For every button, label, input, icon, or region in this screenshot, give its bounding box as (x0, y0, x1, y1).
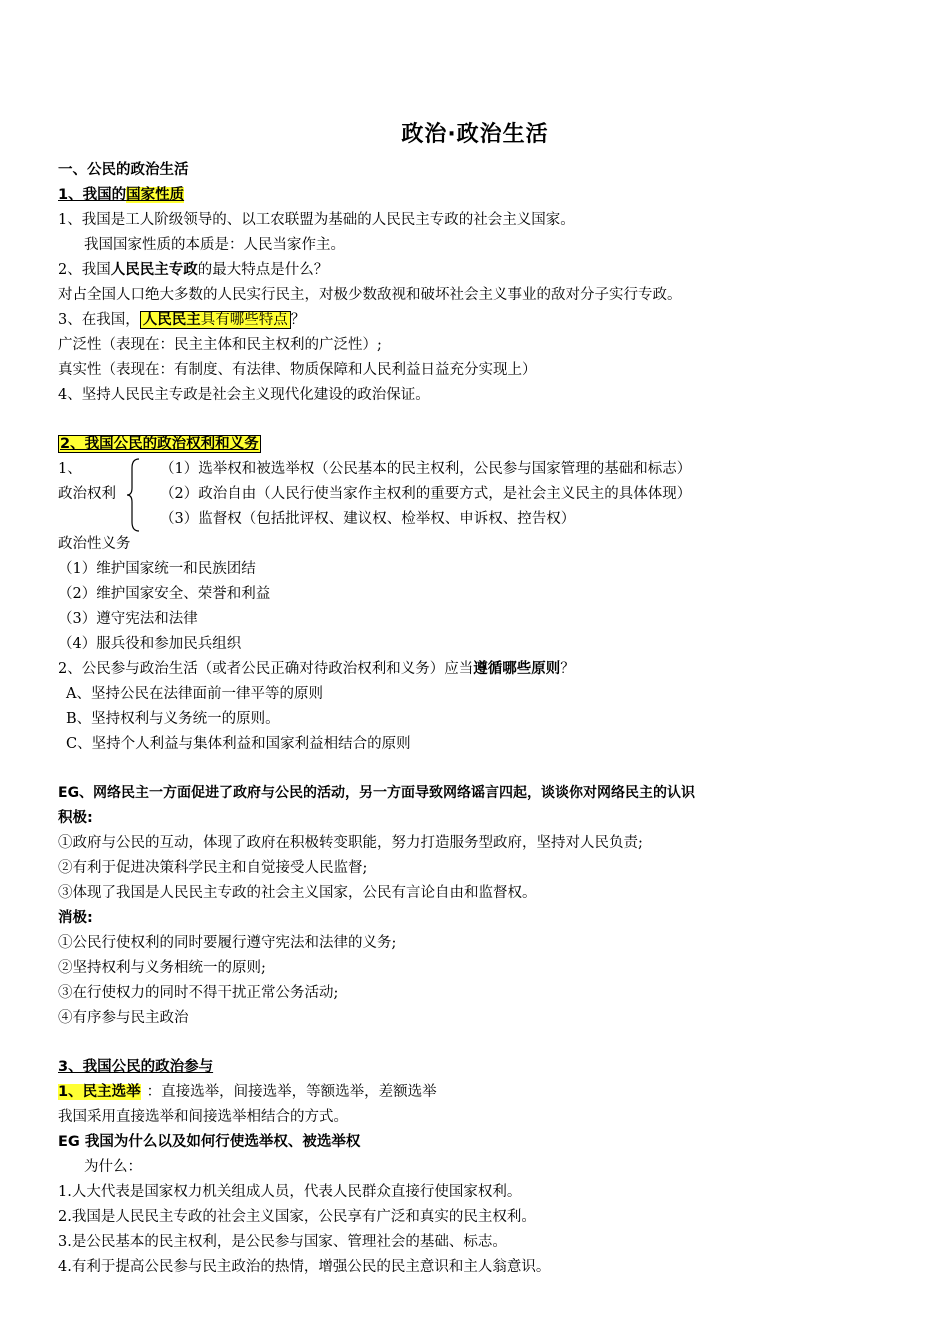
principle-item: A、坚持公民在法律面前一律平等的原则 (66, 686, 323, 702)
negative-item: ②坚持权利与义务相统一的原则; (58, 960, 266, 976)
negative-item: ③在行使权力的同时不得干扰正常公务活动; (58, 985, 339, 1001)
section-1-heading: 一、公民的政治生活 (58, 162, 189, 178)
positive-item: ③体现了我国是人民民主专政的社会主义国家，公民有言论自由和监督权。 (58, 885, 537, 901)
rights-number: 1、 (58, 461, 82, 477)
example-question: EG、网络民主一方面促进了政府与公民的活动，另一方面导致网络谣言四起，谈谈你对网络民主的认识 (58, 785, 696, 801)
why-label: 为什么： (84, 1159, 142, 1175)
question-line: 3、在我国， 人民民主具有哪些特点 ？ (58, 312, 306, 328)
question-line: 2、公民参与政治生活（或者公民正确对待政治权利和义务）应当遵循哪些原则？ (58, 661, 575, 677)
duty-title: 政治性义务 (58, 536, 131, 552)
positive-item: ②有利于促进决策科学民主和自觉接受人民监督; (58, 860, 368, 876)
positive-item: ①政府与公民的互动，体现了政府在积极转变职能，努力打造服务型政府，坚持对人民负责; (58, 835, 643, 851)
question-line: 2、我国人民民主专政的最大特点是什么？ (58, 262, 329, 278)
reason-item: 2.我国是人民民主专政的社会主义国家，公民享有广泛和真实的民主权利。 (58, 1209, 536, 1225)
subheading-state-nature: 1、我国的国家性质 (58, 187, 185, 203)
text-line: 4、坚持人民民主专政是社会主义现代化建设的政治保证。 (58, 387, 430, 403)
duty-item: （3）遵守宪法和法律 (58, 611, 198, 627)
text-line: 我国国家性质的本质是：人民当家作主。 (84, 237, 345, 253)
positive-title: 积极: (58, 810, 93, 826)
curly-brace-icon (126, 458, 140, 532)
highlighted-question: 人民民主具有哪些特点 (140, 311, 291, 329)
right-item: （3）监督权（包括批评权、建议权、检举权、申诉权、控告权） (160, 511, 576, 527)
page-title: 政治·政治生活 (401, 122, 549, 147)
highlight-state-nature: 国家性质 (126, 187, 185, 203)
principle-item: B、坚持权利与义务统一的原则。 (66, 711, 280, 727)
text-line: 真实性（表现在：有制度、有法律、物质保障和人民利益日益充分实现上） (58, 362, 537, 378)
election-line: 1、民主选举 ：直接选举，间接选举，等额选举，差额选举 (58, 1084, 437, 1100)
negative-title: 消极: (58, 910, 93, 926)
right-item: （2）政治自由（人民行使当家作主权利的重要方式，是社会主义民主的具体体现） (160, 486, 692, 502)
bold-term: 遵循哪些原则 (473, 661, 561, 677)
text-line: 对占全国人口绝大多数的人民实行民主，对极少数敌视和破坏社会主义事业的敌对分子实行专政。 (58, 287, 682, 303)
right-item: （1）选举权和被选举权（公民基本的民主权利，公民参与国家管理的基础和标志） (160, 461, 692, 477)
duty-item: （1）维护国家统一和民族团结 (58, 561, 256, 577)
text-line: 广泛性（表现在：民主主体和民主权利的广泛性）; (58, 337, 382, 353)
section-3-heading: 3、我国公民的政治参与 (58, 1059, 214, 1075)
rights-label: 政治权利 (58, 486, 116, 502)
section-2-heading: 2、我国公民的政治权利和义务 (60, 436, 259, 452)
duty-item: （2）维护国家安全、荣誉和利益 (58, 586, 271, 602)
negative-item: ①公民行使权利的同时要履行遵守宪法和法律的义务; (58, 935, 397, 951)
principle-item: C、坚持个人利益与集体利益和国家利益相结合的原则 (66, 736, 411, 752)
highlight-democratic-election: 1、民主选举 (58, 1084, 141, 1100)
example-question: EG 我国为什么以及如何行使选举权、被选举权 (58, 1134, 361, 1150)
reason-item: 1.人大代表是国家权力机关组成人员，代表人民群众直接行使国家权利。 (58, 1184, 522, 1200)
text-line: 我国采用直接选举和间接选举相结合的方式。 (58, 1109, 348, 1125)
reason-item: 4.有利于提高公民参与民主政治的热情，增强公民的民主意识和主人翁意识。 (58, 1259, 551, 1275)
bold-term: 人民民主专政 (110, 262, 198, 278)
text-line: 1、我国是工人阶级领导的、以工农联盟为基础的人民民主专政的社会主义国家。 (58, 212, 575, 228)
duty-item: （4）服兵役和参加民兵组织 (58, 636, 242, 652)
negative-item: ④有序参与民主政治 (58, 1010, 189, 1026)
reason-item: 3.是公民基本的民主权利，是公民参与国家、管理社会的基础、标志。 (58, 1234, 507, 1250)
